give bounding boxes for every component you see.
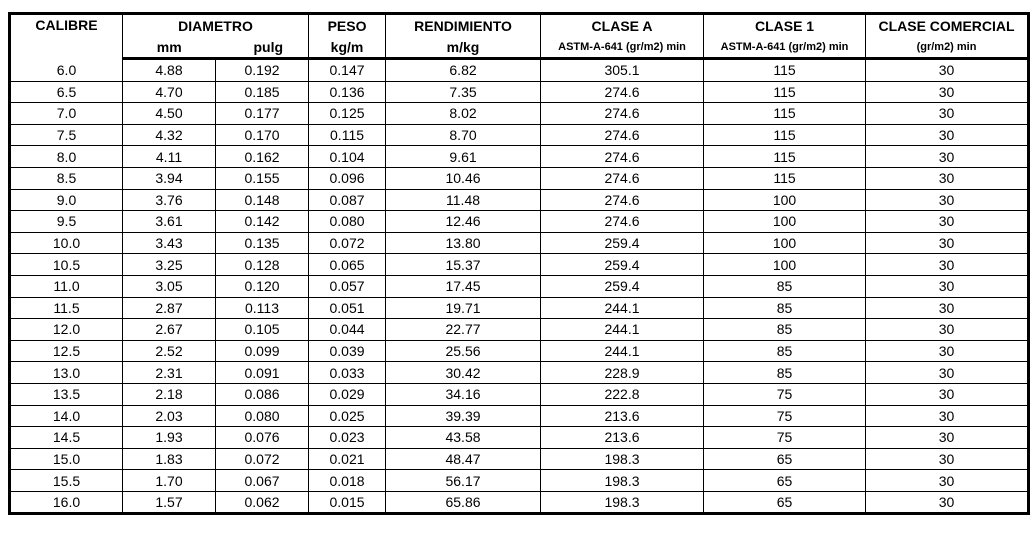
- cell-clase-a: 259.4: [541, 275, 704, 297]
- cell-mm: 2.18: [123, 383, 216, 405]
- cell-mm: 4.70: [123, 81, 216, 103]
- table-row: [10, 275, 1029, 297]
- table-row: [10, 383, 1029, 405]
- cell-calibre: 9.0: [10, 189, 123, 211]
- header-rendimiento-unit: m/kg: [386, 37, 541, 59]
- cell-mm: 2.87: [123, 297, 216, 319]
- cell-pulg: 0.135: [216, 232, 309, 254]
- cell-clase-a: 198.3: [541, 470, 704, 492]
- cell-pulg: 0.120: [216, 275, 309, 297]
- cell-clase-comercial: 30: [866, 146, 1029, 168]
- cell-calibre: 12.5: [10, 340, 123, 362]
- cell-rendimiento: 22.77: [386, 319, 541, 341]
- cell-rendimiento: 6.82: [386, 59, 541, 82]
- table-body: [10, 59, 1029, 514]
- cell-pulg: 0.113: [216, 297, 309, 319]
- cell-clase-a: 198.3: [541, 448, 704, 470]
- cell-mm: 4.88: [123, 59, 216, 82]
- cell-calibre: 7.0: [10, 103, 123, 125]
- cell-clase-a: 228.9: [541, 362, 704, 384]
- cell-calibre: 14.0: [10, 405, 123, 427]
- table-row: [10, 81, 1029, 103]
- cell-rendimiento: 9.61: [386, 146, 541, 168]
- cell-clase-a: 222.8: [541, 383, 704, 405]
- cell-peso: 0.147: [309, 59, 386, 82]
- header-clase-a-sub: ASTM-A-641 (gr/m2) min: [541, 37, 704, 59]
- cell-pulg: 0.192: [216, 59, 309, 82]
- cell-clase-a: 259.4: [541, 232, 704, 254]
- cell-clase-1: 100: [704, 211, 866, 233]
- cell-peso: 0.096: [309, 167, 386, 189]
- cell-pulg: 0.072: [216, 448, 309, 470]
- table-row: [10, 103, 1029, 125]
- cell-clase-a: 259.4: [541, 254, 704, 276]
- cell-mm: 2.52: [123, 340, 216, 362]
- cell-clase-comercial: 30: [866, 59, 1029, 82]
- cell-clase-comercial: 30: [866, 103, 1029, 125]
- cell-clase-a: 274.6: [541, 189, 704, 211]
- cell-clase-a: 274.6: [541, 81, 704, 103]
- table-row: [10, 254, 1029, 276]
- cell-clase-a: 274.6: [541, 167, 704, 189]
- cell-mm: 3.76: [123, 189, 216, 211]
- cell-clase-1: 115: [704, 124, 866, 146]
- cell-clase-1: 85: [704, 297, 866, 319]
- cell-mm: 1.83: [123, 448, 216, 470]
- cell-peso: 0.039: [309, 340, 386, 362]
- cell-clase-1: 85: [704, 340, 866, 362]
- cell-clase-comercial: 30: [866, 81, 1029, 103]
- cell-clase-a: 274.6: [541, 103, 704, 125]
- cell-mm: 1.70: [123, 470, 216, 492]
- cell-peso: 0.136: [309, 81, 386, 103]
- cell-calibre: 6.0: [10, 59, 123, 82]
- header-mm: mm: [123, 37, 216, 59]
- table-row: [10, 189, 1029, 211]
- cell-mm: 3.43: [123, 232, 216, 254]
- table-row: [10, 340, 1029, 362]
- cell-mm: 1.57: [123, 491, 216, 514]
- cell-clase-comercial: 30: [866, 427, 1029, 449]
- cell-calibre: 16.0: [10, 491, 123, 514]
- cell-mm: 4.32: [123, 124, 216, 146]
- table-row: [10, 405, 1029, 427]
- cell-mm: 1.93: [123, 427, 216, 449]
- cell-calibre: 11.0: [10, 275, 123, 297]
- cell-pulg: 0.080: [216, 405, 309, 427]
- table-row: [10, 448, 1029, 470]
- cell-peso: 0.018: [309, 470, 386, 492]
- cell-clase-comercial: 30: [866, 319, 1029, 341]
- cell-clase-1: 75: [704, 383, 866, 405]
- cell-clase-a: 305.1: [541, 59, 704, 82]
- cell-calibre: 13.0: [10, 362, 123, 384]
- cell-calibre: 6.5: [10, 81, 123, 103]
- cell-peso: 0.125: [309, 103, 386, 125]
- header-clase-comercial: CLASE COMERCIAL: [866, 14, 1029, 38]
- cell-clase-comercial: 30: [866, 167, 1029, 189]
- cell-pulg: 0.086: [216, 383, 309, 405]
- cell-rendimiento: 65.86: [386, 491, 541, 514]
- cell-clase-a: 244.1: [541, 340, 704, 362]
- cell-mm: 4.50: [123, 103, 216, 125]
- cell-clase-a: 274.6: [541, 124, 704, 146]
- table-row: [10, 124, 1029, 146]
- cell-peso: 0.015: [309, 491, 386, 514]
- table-row: [10, 146, 1029, 168]
- cell-pulg: 0.076: [216, 427, 309, 449]
- cell-clase-comercial: 30: [866, 383, 1029, 405]
- header-pulg: pulg: [216, 37, 309, 59]
- cell-pulg: 0.148: [216, 189, 309, 211]
- cell-peso: 0.080: [309, 211, 386, 233]
- cell-clase-1: 115: [704, 146, 866, 168]
- cell-clase-a: 213.6: [541, 405, 704, 427]
- cell-peso: 0.021: [309, 448, 386, 470]
- cell-clase-a: 213.6: [541, 427, 704, 449]
- table-row: [10, 470, 1029, 492]
- cell-clase-a: 274.6: [541, 211, 704, 233]
- cell-peso: 0.065: [309, 254, 386, 276]
- cell-pulg: 0.170: [216, 124, 309, 146]
- header-rendimiento: RENDIMIENTO: [386, 14, 541, 38]
- wire-gauge-table-container: [8, 12, 1027, 515]
- cell-clase-1: 100: [704, 189, 866, 211]
- header-peso-unit: kg/m: [309, 37, 386, 59]
- cell-clase-comercial: 30: [866, 362, 1029, 384]
- cell-pulg: 0.099: [216, 340, 309, 362]
- cell-peso: 0.051: [309, 297, 386, 319]
- cell-rendimiento: 7.35: [386, 81, 541, 103]
- cell-rendimiento: 11.48: [386, 189, 541, 211]
- header-clase-comercial-sub: (gr/m2) min: [866, 37, 1029, 59]
- cell-peso: 0.087: [309, 189, 386, 211]
- cell-pulg: 0.142: [216, 211, 309, 233]
- table-row: [10, 232, 1029, 254]
- header-clase-1-sub: ASTM-A-641 (gr/m2) min: [704, 37, 866, 59]
- cell-rendimiento: 39.39: [386, 405, 541, 427]
- cell-mm: 2.03: [123, 405, 216, 427]
- cell-clase-1: 65: [704, 470, 866, 492]
- cell-peso: 0.104: [309, 146, 386, 168]
- cell-clase-1: 115: [704, 167, 866, 189]
- cell-rendimiento: 56.17: [386, 470, 541, 492]
- cell-clase-1: 115: [704, 103, 866, 125]
- cell-rendimiento: 30.42: [386, 362, 541, 384]
- cell-pulg: 0.177: [216, 103, 309, 125]
- cell-rendimiento: 15.37: [386, 254, 541, 276]
- cell-clase-1: 115: [704, 59, 866, 82]
- cell-pulg: 0.067: [216, 470, 309, 492]
- cell-calibre: 13.5: [10, 383, 123, 405]
- cell-rendimiento: 8.02: [386, 103, 541, 125]
- cell-clase-1: 85: [704, 319, 866, 341]
- cell-clase-1: 100: [704, 254, 866, 276]
- cell-mm: 3.05: [123, 275, 216, 297]
- cell-clase-comercial: 30: [866, 275, 1029, 297]
- cell-clase-1: 85: [704, 362, 866, 384]
- header-row-top: [10, 14, 1029, 38]
- cell-clase-comercial: 30: [866, 297, 1029, 319]
- cell-pulg: 0.091: [216, 362, 309, 384]
- table-row: [10, 491, 1029, 514]
- table-header: [10, 14, 1029, 59]
- cell-rendimiento: 13.80: [386, 232, 541, 254]
- cell-mm: 3.94: [123, 167, 216, 189]
- cell-rendimiento: 34.16: [386, 383, 541, 405]
- cell-pulg: 0.062: [216, 491, 309, 514]
- table-row: [10, 59, 1029, 82]
- cell-pulg: 0.155: [216, 167, 309, 189]
- cell-rendimiento: 17.45: [386, 275, 541, 297]
- cell-clase-a: 198.3: [541, 491, 704, 514]
- header-clase-1: CLASE 1: [704, 14, 866, 38]
- cell-rendimiento: 8.70: [386, 124, 541, 146]
- header-calibre: CALIBRE: [10, 14, 123, 59]
- cell-rendimiento: 19.71: [386, 297, 541, 319]
- cell-rendimiento: 48.47: [386, 448, 541, 470]
- cell-rendimiento: 10.46: [386, 167, 541, 189]
- cell-clase-1: 75: [704, 405, 866, 427]
- cell-mm: 2.67: [123, 319, 216, 341]
- table-row: [10, 211, 1029, 233]
- cell-peso: 0.033: [309, 362, 386, 384]
- cell-rendimiento: 12.46: [386, 211, 541, 233]
- cell-calibre: 10.5: [10, 254, 123, 276]
- cell-peso: 0.044: [309, 319, 386, 341]
- cell-calibre: 12.0: [10, 319, 123, 341]
- cell-calibre: 11.5: [10, 297, 123, 319]
- cell-clase-comercial: 30: [866, 340, 1029, 362]
- cell-clase-a: 244.1: [541, 319, 704, 341]
- cell-peso: 0.115: [309, 124, 386, 146]
- cell-pulg: 0.162: [216, 146, 309, 168]
- cell-clase-1: 75: [704, 427, 866, 449]
- cell-rendimiento: 43.58: [386, 427, 541, 449]
- table-row: [10, 362, 1029, 384]
- cell-mm: 3.61: [123, 211, 216, 233]
- cell-clase-1: 65: [704, 491, 866, 514]
- cell-peso: 0.023: [309, 427, 386, 449]
- cell-rendimiento: 25.56: [386, 340, 541, 362]
- cell-peso: 0.029: [309, 383, 386, 405]
- table-row: [10, 167, 1029, 189]
- cell-pulg: 0.185: [216, 81, 309, 103]
- cell-clase-comercial: 30: [866, 232, 1029, 254]
- cell-peso: 0.057: [309, 275, 386, 297]
- cell-mm: 3.25: [123, 254, 216, 276]
- cell-pulg: 0.105: [216, 319, 309, 341]
- cell-calibre: 14.5: [10, 427, 123, 449]
- cell-calibre: 15.0: [10, 448, 123, 470]
- cell-clase-a: 244.1: [541, 297, 704, 319]
- header-row-units: [10, 37, 1029, 59]
- cell-clase-1: 115: [704, 81, 866, 103]
- cell-clase-1: 85: [704, 275, 866, 297]
- cell-clase-comercial: 30: [866, 470, 1029, 492]
- table-row: [10, 297, 1029, 319]
- cell-pulg: 0.128: [216, 254, 309, 276]
- cell-clase-comercial: 30: [866, 189, 1029, 211]
- table-row: [10, 319, 1029, 341]
- cell-clase-1: 100: [704, 232, 866, 254]
- cell-mm: 4.11: [123, 146, 216, 168]
- cell-calibre: 7.5: [10, 124, 123, 146]
- header-diametro: DIAMETRO: [178, 18, 253, 34]
- cell-calibre: 8.5: [10, 167, 123, 189]
- header-peso: PESO: [309, 14, 386, 38]
- header-clase-a: CLASE A: [541, 14, 704, 38]
- cell-calibre: 9.5: [10, 211, 123, 233]
- cell-clase-comercial: 30: [866, 491, 1029, 514]
- cell-peso: 0.025: [309, 405, 386, 427]
- cell-clase-comercial: 30: [866, 211, 1029, 233]
- cell-peso: 0.072: [309, 232, 386, 254]
- wire-gauge-table: [8, 12, 1030, 515]
- cell-calibre: 8.0: [10, 146, 123, 168]
- cell-clase-a: 274.6: [541, 146, 704, 168]
- cell-mm: 2.31: [123, 362, 216, 384]
- cell-calibre: 10.0: [10, 232, 123, 254]
- cell-calibre: 15.5: [10, 470, 123, 492]
- table-row: [10, 427, 1029, 449]
- cell-clase-1: 65: [704, 448, 866, 470]
- cell-clase-comercial: 30: [866, 254, 1029, 276]
- cell-clase-comercial: 30: [866, 405, 1029, 427]
- cell-clase-comercial: 30: [866, 448, 1029, 470]
- cell-clase-comercial: 30: [866, 124, 1029, 146]
